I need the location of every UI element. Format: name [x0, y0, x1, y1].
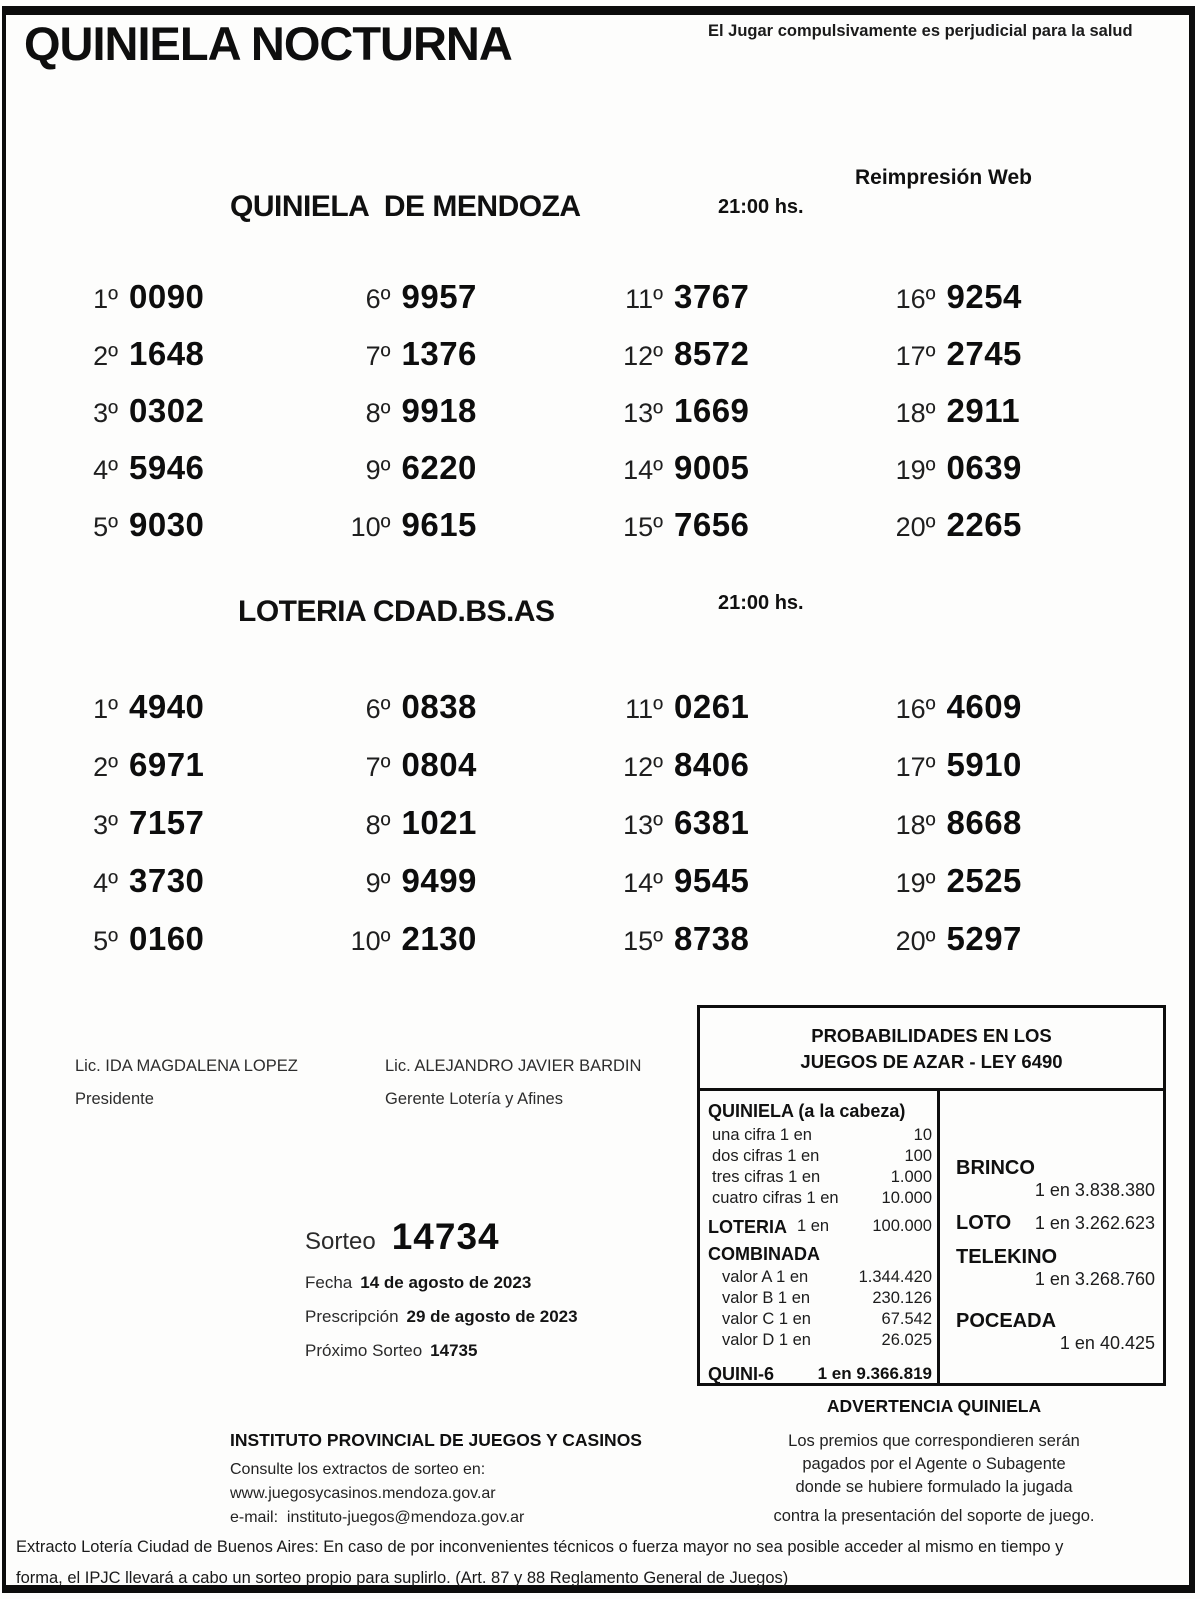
- position-label: 2º: [93, 340, 118, 371]
- position-label: 9º: [365, 454, 391, 485]
- position-label: 6º: [365, 283, 391, 314]
- winning-number: 0804: [401, 746, 477, 783]
- result-cell: [605, 746, 878, 784]
- result-cell: [60, 688, 333, 726]
- game-odds-row: [956, 1246, 1155, 1290]
- odds-row: [708, 1288, 932, 1309]
- result-cell: [878, 804, 1151, 842]
- winning-number: 2525: [946, 862, 1022, 899]
- result-cell: [333, 449, 606, 487]
- winning-number: 0160: [129, 920, 205, 957]
- footer-disclaimer-line1: Extracto Lotería Ciudad de Buenos Aires: En caso de por inconvenientes técnicos o fuerza mayor no sea posible acceder al mismo en tiempo y: [16, 1538, 1064, 1556]
- position-label: 20º: [895, 926, 936, 956]
- result-cell: [333, 278, 606, 316]
- position-label: 14º: [623, 454, 663, 485]
- result-cell: [60, 392, 333, 430]
- result-cell: [333, 688, 606, 726]
- position-label: 3º: [93, 397, 118, 428]
- winning-number: 0261: [674, 688, 750, 725]
- winning-number: 5910: [946, 746, 1022, 783]
- winning-number: 2745: [946, 334, 1022, 372]
- draw-label: Sorteo: [305, 1228, 376, 1255]
- mendoza-section-title: QUINIELA DE MENDOZA: [230, 190, 581, 223]
- odds-value: 1.000: [890, 1168, 932, 1186]
- odds-value: 67.542: [881, 1310, 932, 1328]
- position-label: 1º: [93, 283, 118, 314]
- position-label: 18º: [895, 397, 936, 428]
- probabilities-right-column: [940, 1091, 1163, 1383]
- draw-info-block: [305, 1216, 578, 1368]
- official-role: Presidente: [75, 1090, 154, 1108]
- combinada-odds-rows: [708, 1267, 932, 1351]
- winning-number: 9254: [946, 277, 1022, 315]
- quiniela-warning-title: ADVERTENCIA QUINIELA: [826, 1396, 1042, 1416]
- position-label: 1º: [93, 694, 118, 724]
- odds-row: [708, 1267, 932, 1288]
- position-label: 12º: [623, 340, 663, 371]
- winning-number: 0090: [129, 277, 205, 315]
- prescription-row: [305, 1300, 578, 1334]
- institute-name: INSTITUTO PROVINCIAL DE JUEGOS Y CASINOS: [230, 1430, 642, 1450]
- position-label: 13º: [623, 397, 663, 428]
- result-cell: [878, 862, 1151, 900]
- position-label: 14º: [623, 868, 663, 898]
- result-cell: [60, 506, 333, 544]
- footer-disclaimer-line2: forma, el IPJC llevará a cabo un sorteo propio para suplirlo. (Art. 87 y 88 Reglamento General de Juegos): [16, 1569, 789, 1587]
- odds-row: [708, 1330, 932, 1351]
- game-name: TELEKINO: [956, 1246, 1058, 1268]
- result-cell: [878, 746, 1151, 784]
- quiniela-odds-header: QUINIELA (a la cabeza): [708, 1101, 906, 1121]
- position-label: 12º: [623, 752, 663, 782]
- position-label: 6º: [365, 694, 391, 724]
- winning-number: 0838: [401, 688, 477, 725]
- odds-label: dos cifras 1 en: [712, 1147, 820, 1165]
- result-cell: [333, 804, 606, 842]
- result-cell: [60, 449, 333, 487]
- official-president: [75, 1057, 298, 1109]
- result-cell: [333, 746, 606, 784]
- winning-number: 7656: [674, 505, 750, 543]
- position-label: 5º: [93, 926, 118, 956]
- result-cell: [878, 449, 1151, 487]
- position-label: 17º: [895, 752, 936, 782]
- odds-row: [708, 1188, 932, 1209]
- game-name: POCEADA: [956, 1310, 1057, 1332]
- result-cell: [605, 392, 878, 430]
- bsas-section-title: LOTERIA CDAD.BS.AS: [238, 595, 555, 628]
- result-cell: [60, 920, 333, 958]
- winning-number: 8738: [674, 920, 750, 957]
- winning-number: 9005: [674, 448, 750, 486]
- odds-row: [708, 1167, 932, 1188]
- odds-label: valor C 1 en: [722, 1310, 811, 1328]
- position-label: 8º: [365, 810, 391, 840]
- result-cell: [333, 335, 606, 373]
- winning-number: 1376: [401, 334, 477, 372]
- position-label: 11º: [625, 283, 663, 314]
- position-label: 18º: [895, 810, 936, 840]
- winning-number: 5297: [946, 920, 1022, 957]
- probabilities-title-line1: PROBABILIDADES EN LOS: [811, 1025, 1052, 1046]
- odds-label: cuatro cifras 1 en: [712, 1189, 839, 1207]
- combinada-odds-header: COMBINADA: [708, 1244, 820, 1264]
- next-draw-value: 14735: [430, 1341, 478, 1360]
- winning-number: 9918: [401, 391, 477, 429]
- draw-date-label: Fecha: [305, 1273, 353, 1292]
- game-odds-value: 1 en 3.838.380: [1034, 1180, 1155, 1200]
- odds-label: valor A 1 en: [722, 1268, 809, 1286]
- position-label: 19º: [895, 454, 936, 485]
- warning-line: contra la presentación del soporte de juego.: [773, 1507, 1095, 1525]
- position-label: 11º: [625, 694, 663, 724]
- position-label: 15º: [623, 511, 663, 542]
- loteria-odds-value: 100.000: [872, 1217, 932, 1235]
- winning-number: 2911: [946, 391, 1021, 429]
- draw-number: 14734: [391, 1216, 500, 1257]
- position-label: 2º: [93, 752, 118, 782]
- probabilities-left-column: [700, 1091, 940, 1383]
- winning-number: 4609: [946, 688, 1022, 725]
- position-label: 16º: [895, 694, 936, 724]
- odds-row: [708, 1309, 932, 1330]
- page-title: QUINIELA NOCTURNA: [24, 17, 512, 70]
- winning-number: 6381: [674, 804, 750, 841]
- reprint-web-label: Reimpresión Web: [855, 166, 1032, 189]
- next-draw-row: [305, 1334, 578, 1368]
- winning-number: 2130: [401, 920, 477, 957]
- result-cell: [605, 506, 878, 544]
- winning-number: 2265: [946, 505, 1022, 543]
- result-cell: [878, 688, 1151, 726]
- loteria-odds-row: [708, 1217, 932, 1238]
- position-label: 4º: [93, 454, 118, 485]
- game-odds-row: [956, 1310, 1155, 1354]
- odds-label: tres cifras 1 en: [712, 1168, 821, 1186]
- winning-number: 8668: [946, 804, 1022, 841]
- winning-number: 9499: [401, 862, 477, 899]
- position-label: 20º: [895, 511, 936, 542]
- result-cell: [878, 392, 1151, 430]
- result-cell: [333, 920, 606, 958]
- result-cell: [878, 506, 1151, 544]
- game-odds-row: [956, 1157, 1155, 1201]
- game-name: BRINCO: [956, 1157, 1035, 1179]
- draw-date-value: 14 de agosto de 2023: [360, 1273, 532, 1292]
- winning-number: 7157: [129, 804, 205, 841]
- bsas-draw-time: 21:00 hs.: [718, 592, 804, 614]
- position-label: 7º: [365, 340, 391, 371]
- winning-number: 0639: [946, 448, 1022, 486]
- position-label: 16º: [895, 283, 936, 314]
- quiniela-warning-lines: [700, 1430, 1168, 1528]
- probabilities-title-line2: JUEGOS DE AZAR - LEY 6490: [800, 1051, 1063, 1072]
- odds-value: 100: [904, 1147, 932, 1165]
- next-draw-label: Próximo Sorteo: [305, 1341, 423, 1360]
- gambling-warning-text: El Jugar compulsivamente es perjudicial para la salud: [708, 22, 1133, 40]
- quiniela-warning-block: [700, 1396, 1168, 1528]
- winning-number: 1021: [401, 804, 477, 841]
- warning-line: Los premios que correspondieren serán: [788, 1432, 1080, 1450]
- official-manager: [385, 1057, 641, 1109]
- winning-number: 6971: [129, 746, 205, 783]
- winning-number: 4940: [129, 688, 205, 725]
- draw-date-row: [305, 1266, 578, 1300]
- position-label: 7º: [365, 752, 391, 782]
- odds-row: [708, 1146, 932, 1167]
- result-cell: [605, 920, 878, 958]
- result-cell: [605, 278, 878, 316]
- winning-number: 6220: [401, 448, 477, 486]
- result-cell: [605, 862, 878, 900]
- odds-value: 230.126: [872, 1289, 932, 1307]
- result-cell: [605, 804, 878, 842]
- odds-label: valor B 1 en: [722, 1289, 811, 1307]
- official-role: Gerente Lotería y Afines: [385, 1090, 563, 1108]
- probabilities-title: [700, 1008, 1163, 1091]
- position-label: 19º: [895, 868, 936, 898]
- result-cell: [60, 862, 333, 900]
- position-label: 10º: [350, 511, 391, 542]
- position-label: 15º: [623, 926, 663, 956]
- odds-value: 10.000: [881, 1189, 932, 1207]
- result-cell: [605, 335, 878, 373]
- official-name: Lic. IDA MAGDALENA LOPEZ: [75, 1057, 298, 1075]
- result-cell: [60, 804, 333, 842]
- winning-number: 8406: [674, 746, 750, 783]
- quini6-odds-value: 1 en 9.366.819: [817, 1364, 932, 1383]
- institute-email: e-mail: instituto-juegos@mendoza.gov.ar: [230, 1509, 525, 1526]
- bsas-results-grid: [60, 678, 1150, 968]
- position-label: 8º: [365, 397, 391, 428]
- odds-label: una cifra 1 en: [712, 1126, 812, 1144]
- result-cell: [60, 278, 333, 316]
- position-label: 4º: [93, 868, 118, 898]
- odds-value: 10: [913, 1126, 932, 1144]
- result-cell: [878, 278, 1151, 316]
- position-label: 9º: [365, 868, 391, 898]
- position-label: 17º: [895, 340, 936, 371]
- winning-number: 3730: [129, 862, 205, 899]
- winning-number: 9545: [674, 862, 750, 899]
- result-cell: [878, 335, 1151, 373]
- prescription-value: 29 de agosto de 2023: [406, 1307, 578, 1326]
- winning-number: 9957: [401, 277, 477, 315]
- winning-number: 0302: [129, 391, 205, 429]
- result-cell: [333, 506, 606, 544]
- warning-line: pagados por el Agente o Subagente: [802, 1455, 1066, 1473]
- winning-number: 3767: [674, 277, 750, 315]
- warning-line: donde se hubiere formulado la jugada: [795, 1478, 1073, 1496]
- footer-disclaimer: [16, 1532, 1174, 1594]
- winning-number: 8572: [674, 334, 750, 372]
- result-cell: [333, 392, 606, 430]
- odds-value: 1.344.420: [858, 1268, 932, 1286]
- game-odds-value: 1 en 40.425: [1059, 1333, 1155, 1353]
- winning-number: 5946: [129, 448, 205, 486]
- official-name: Lic. ALEJANDRO JAVIER BARDIN: [385, 1057, 642, 1075]
- winning-number: 9615: [401, 505, 477, 543]
- result-cell: [878, 920, 1151, 958]
- position-label: 13º: [623, 810, 663, 840]
- result-cell: [60, 746, 333, 784]
- quiniela-odds-rows: [708, 1125, 932, 1209]
- odds-row: [708, 1125, 932, 1146]
- institute-consult-text: Consulte los extractos de sorteo en:: [230, 1461, 486, 1478]
- quini6-odds-row: [708, 1364, 932, 1385]
- position-label: 5º: [93, 511, 118, 542]
- odds-label: valor D 1 en: [722, 1331, 811, 1349]
- mendoza-results-grid: [60, 268, 1150, 553]
- winning-number: 1648: [129, 334, 205, 372]
- odds-value: 26.025: [881, 1331, 932, 1349]
- winning-number: 9030: [129, 505, 205, 543]
- institute-block: [230, 1430, 642, 1530]
- result-cell: [60, 335, 333, 373]
- loteria-odds-name: LOTERIA: [708, 1217, 787, 1237]
- game-odds-row: [956, 1212, 1155, 1235]
- result-cell: [605, 449, 878, 487]
- institute-website: www.juegosycasinos.mendoza.gov.ar: [230, 1485, 496, 1502]
- game-name: LOTO: [956, 1212, 1012, 1234]
- probabilities-box: [697, 1005, 1166, 1386]
- game-odds-value: 1 en 3.268.760: [1034, 1269, 1155, 1289]
- position-label: 10º: [350, 926, 391, 956]
- game-odds-value: 1 en 3.262.623: [1034, 1213, 1155, 1233]
- mendoza-draw-time: 21:00 hs.: [718, 196, 804, 218]
- result-cell: [605, 688, 878, 726]
- position-label: 3º: [93, 810, 118, 840]
- prescription-label: Prescripción: [305, 1307, 399, 1326]
- loteria-odds-mid: 1 en: [797, 1217, 830, 1235]
- quini6-odds-name: QUINI-6: [708, 1364, 775, 1384]
- winning-number: 1669: [674, 391, 750, 429]
- result-cell: [333, 862, 606, 900]
